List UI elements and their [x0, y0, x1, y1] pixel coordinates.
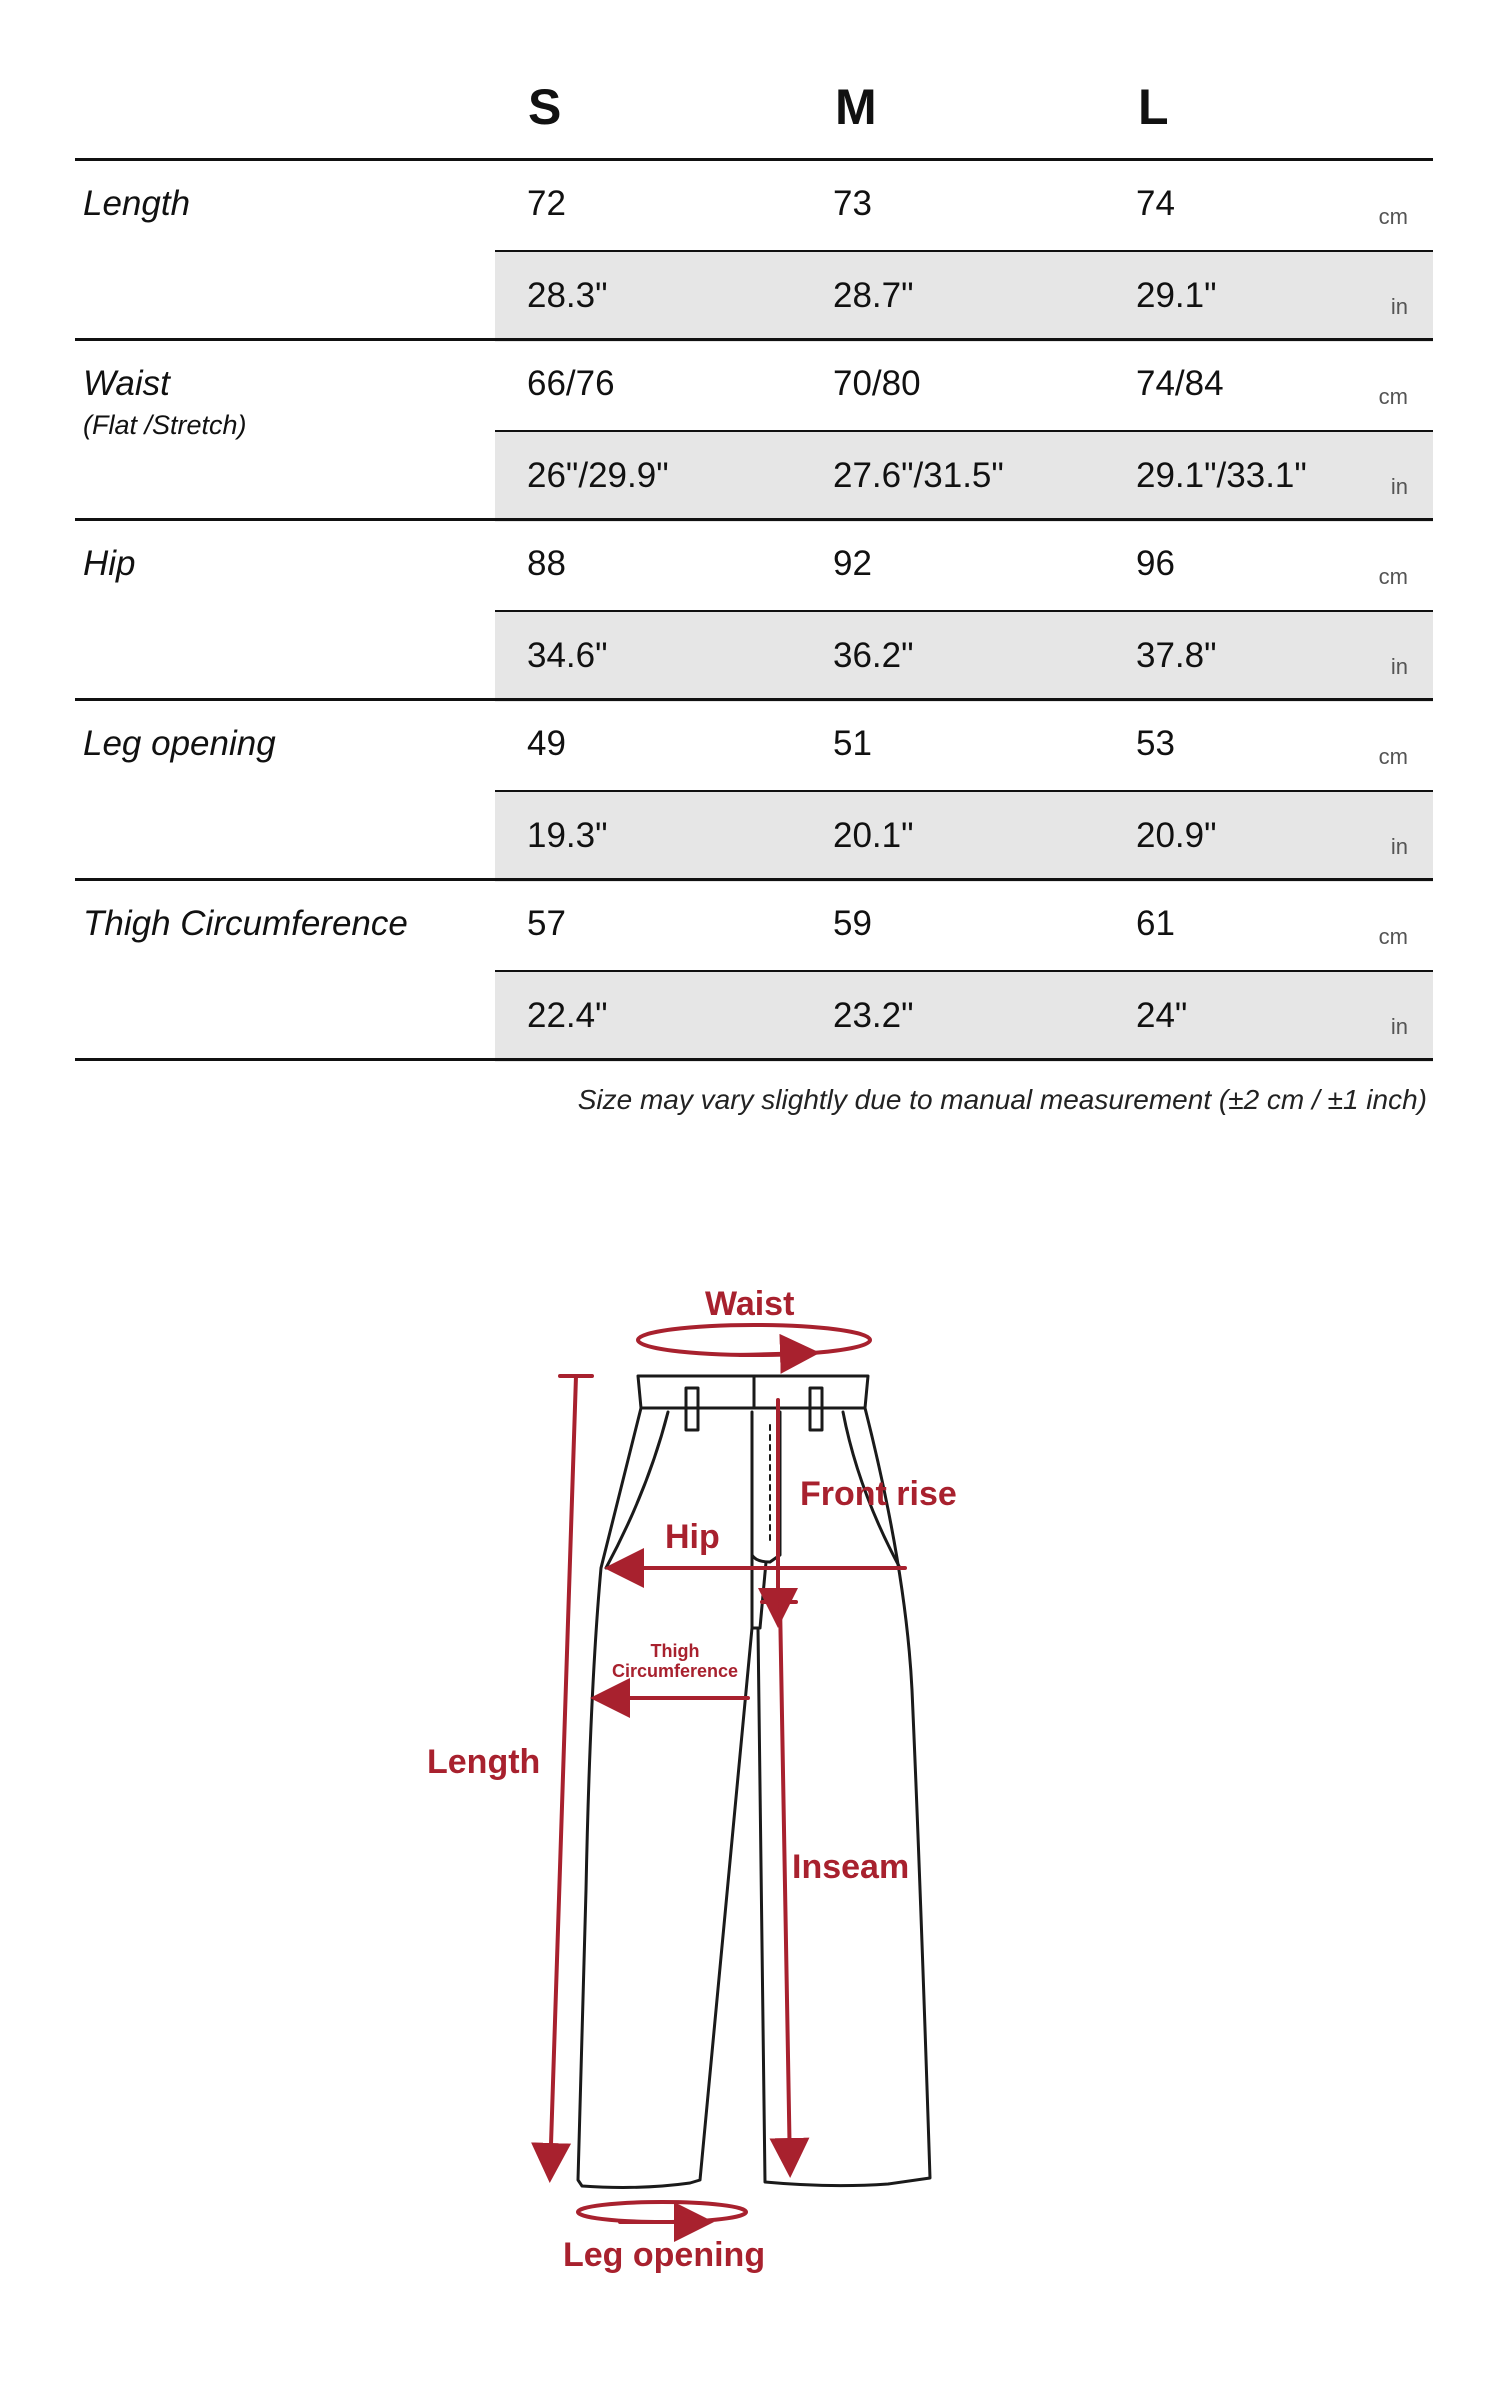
label-thigh-line2: Circumference — [611, 1660, 739, 1681]
table-cell: 28.7" — [833, 276, 914, 315]
unit-cm: cm — [1378, 384, 1408, 409]
row-divider — [75, 518, 1433, 521]
label-thigh-line1: Thigh — [650, 1641, 700, 1661]
table-cell: 29.1" — [1136, 276, 1217, 315]
table-cell: 92 — [833, 544, 872, 583]
table-cell: 59 — [833, 904, 872, 943]
label-thigh-circumference — [605, 1642, 745, 1682]
table-bottom-rule — [75, 1058, 1433, 1061]
table-cell: 53 — [1136, 724, 1175, 763]
inch-row-background — [495, 252, 1433, 342]
row-divider — [75, 338, 1433, 341]
row-divider — [75, 698, 1433, 701]
unit-in: in — [1390, 1014, 1408, 1039]
table-cell: 26"/29.9" — [527, 456, 669, 495]
measurement-note: Size may vary slightly due to manual measurement (±2 cm / ±1 inch) — [577, 1084, 1427, 1115]
table-cell: 29.1"/33.1" — [1136, 456, 1307, 495]
unit-in: in — [1390, 474, 1408, 499]
unit-cm: cm — [1378, 744, 1408, 769]
label-front-rise: Front rise — [800, 1475, 957, 1513]
table-cell: 72 — [527, 184, 566, 223]
row-divider — [75, 878, 1433, 881]
row-subdivider — [495, 610, 1433, 612]
table-cell: 36.2" — [833, 636, 914, 675]
table-cell: 49 — [527, 724, 566, 763]
table-cell: 88 — [527, 544, 566, 583]
row-divider — [75, 158, 1433, 161]
table-cell: 70/80 — [833, 364, 921, 403]
unit-cm: cm — [1378, 924, 1408, 949]
table-cell: 19.3" — [527, 816, 608, 855]
inch-row-background — [495, 612, 1433, 702]
row-label-length: Length — [83, 184, 191, 223]
table-cell: 34.6" — [527, 636, 608, 675]
unit-cm: cm — [1378, 204, 1408, 229]
unit-in: in — [1390, 834, 1408, 859]
measurement-lines — [550, 1325, 905, 2222]
table-cell: 28.3" — [527, 276, 608, 315]
table-cell: 51 — [833, 724, 872, 763]
table-cell: 61 — [1136, 904, 1175, 943]
row-subdivider — [495, 250, 1433, 252]
unit-in: in — [1390, 294, 1408, 319]
inch-row-background — [495, 792, 1433, 882]
table-cell: 74/84 — [1136, 364, 1224, 403]
row-label-hip: Hip — [83, 544, 136, 583]
label-hip: Hip — [665, 1518, 720, 1556]
table-cell: 66/76 — [527, 364, 615, 403]
table-cell: 74 — [1136, 184, 1175, 223]
row-label-waist: Waist — [83, 364, 170, 403]
unit-cm: cm — [1378, 564, 1408, 589]
size-header-row — [75, 0, 1433, 160]
table-cell: 20.1" — [833, 816, 914, 855]
table-cell: 20.9" — [1136, 816, 1217, 855]
size-heading-l: L — [1138, 79, 1169, 135]
table-cell: 23.2" — [833, 996, 914, 1035]
label-leg-opening: Leg opening — [563, 2236, 766, 2274]
pants-measurement-diagram — [0, 1250, 1500, 2300]
pants-illustration — [0, 1250, 1500, 2300]
size-heading-s: S — [528, 79, 562, 135]
label-length: Length — [427, 1743, 541, 1781]
table-cell: 24" — [1136, 996, 1188, 1035]
row-sublabel-waist: (Flat /Stretch) — [83, 410, 247, 440]
row-label-thigh-circumference: Thigh Circumference — [83, 904, 408, 943]
table-cell: 37.8" — [1136, 636, 1217, 675]
table-cell: 96 — [1136, 544, 1175, 583]
table-cell: 73 — [833, 184, 872, 223]
row-subdivider — [495, 430, 1433, 432]
size-heading-m: M — [835, 79, 877, 135]
table-cell: 27.6"/31.5" — [833, 456, 1004, 495]
table-cell: 57 — [527, 904, 566, 943]
row-label-leg-opening: Leg opening — [83, 724, 276, 763]
table-cell: 22.4" — [527, 996, 608, 1035]
row-subdivider — [495, 970, 1433, 972]
label-waist: Waist — [705, 1285, 795, 1323]
label-inseam: Inseam — [792, 1848, 910, 1886]
unit-in: in — [1390, 654, 1408, 679]
row-subdivider — [495, 790, 1433, 792]
inch-row-background — [495, 972, 1433, 1062]
